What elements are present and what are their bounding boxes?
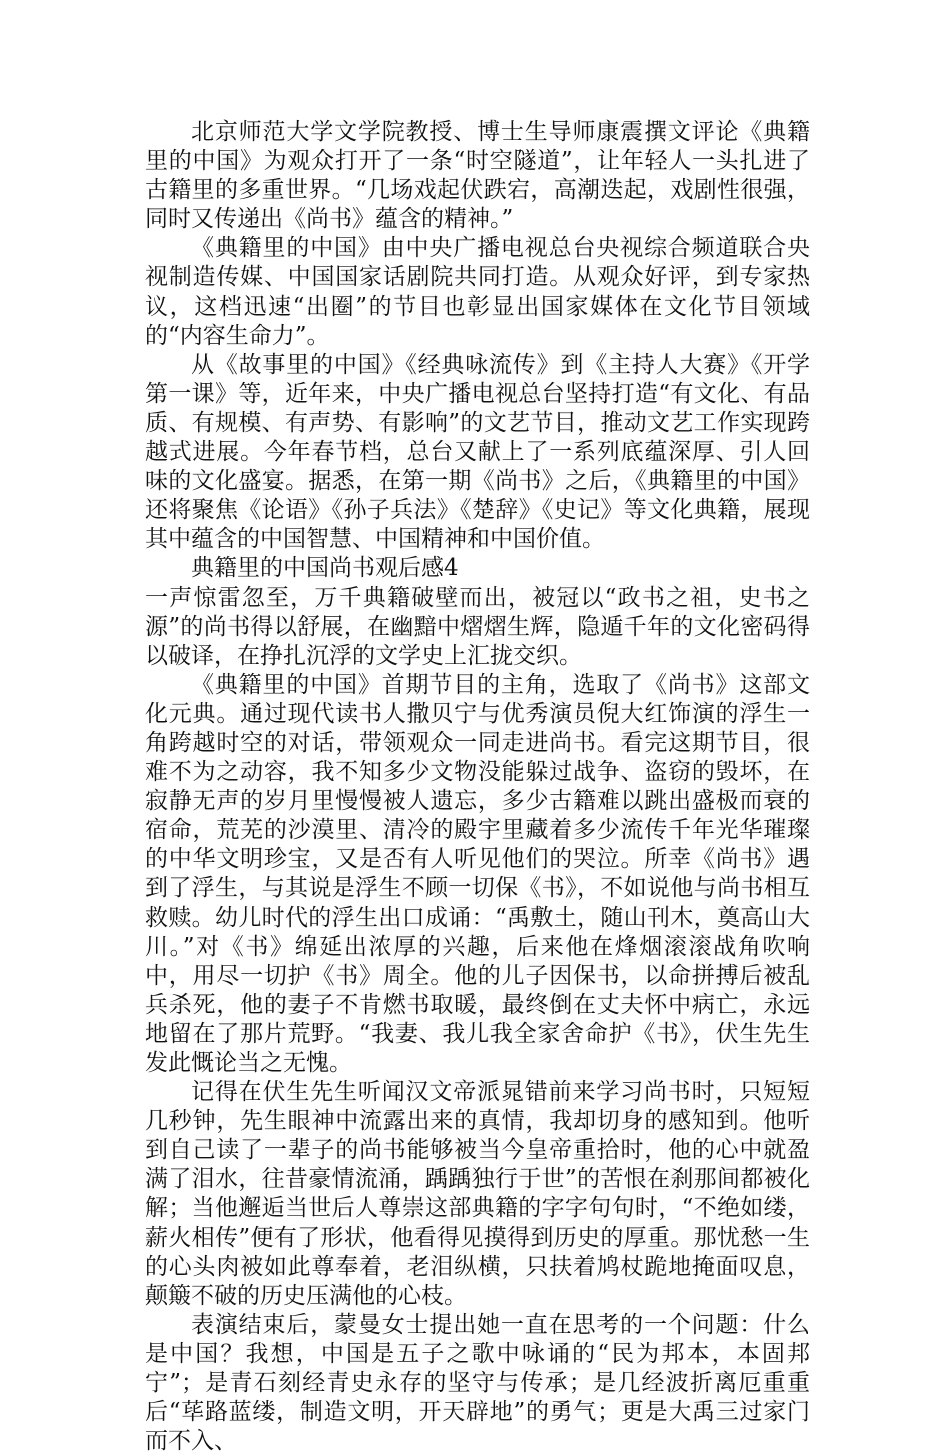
paragraph: 表演结束后，蒙曼女士提出她一直在思考的一个问题：什么是中国？我想，中国是五子之歌中咏诵的“民为邦本，本固邦宁”；是青石刻经青史永存的坚守与传承；是几经波折离厄重重后“荜路蓝缕，制造文明，开天辟地”的勇气；更是大禹三过家门而不入、 [145, 1311, 810, 1455]
paragraph: 从《故事里的中国》《经典咏流传》到《主持人大赛》《开学第一课》等，近年来，中央广播电视总台坚持打造“有文化、有品质、有规模、有声势、有影响”的文艺节目，推动文艺工作实现跨越式进展。今年春节档，总台又献上了一系列底蕴深厚、引人回味的文化盛宴。据悉，在第一期《尚书》之后，《典籍里的中国》还将聚焦《论语》《孙子兵法》《楚辞》《史记》等文化典籍，展现其中蕴含的中国智慧、中国精神和中国价值。 [145, 351, 810, 553]
paragraph: 《典籍里的中国》首期节目的主角，选取了《尚书》这部文化元典。通过现代读书人撒贝宁与优秀演员倪大红饰演的浮生一角跨越时空的对话，带领观众一同走进尚书。看完这期节目，很难不为之动容，我不知多少文物没能躲过战争、盗窃的毁坏，在寂静无声的岁月里慢慢被人遗忘，多少古籍难以跳出盛极而衰的宿命，荒芜的沙漠里、清冷的殿宇里藏着多少流传千年光华璀璨的中华文明珍宝，又是否有人听见他们的哭泣。所幸《尚书》遇到了浮生，与其说是浮生不顾一切保《书》，不如说他与尚书相互救赎。幼儿时代的浮生出口成诵：“禹敷土，随山刊木，奠高山大川。”对《书》绵延出浓厚的兴趣，后来他在烽烟滚滚战角吹响中，用尽一切护《书》周全。他的儿子因保书，以命拼搏后被乱兵杀死，他的妻子不肯燃书取暖，最终倒在丈夫怀中病亡，永远地留在了那片荒野。“我妻、我儿我全家舍命护《书》，伏生先生发此慨论当之无愧。 [145, 671, 810, 1076]
document-page [145, 118, 810, 1456]
paragraph: 记得在伏生先生听闻汉文帝派晁错前来学习尚书时，只短短几秒钟，先生眼神中流露出来的真情，我却切身的感知到。他听到自己读了一辈子的尚书能够被当今皇帝重拾时，他的心中就盈满了泪水，往昔豪情流涌，踽踽独行于世”的苦恨在刹那间都被化解；当他邂逅当世后人尊崇这部典籍的字字句句时，“不绝如缕，薪火相传”便有了形状，他看得见摸得到历史的厚重。那忧愁一生的心头肉被如此尊奉着，老泪纵横，只扶着鸠杖跪地掩面叹息，颠簸不破的历史压满他的心枝。 [145, 1079, 810, 1309]
paragraph: 《典籍里的中国》由中央广播电视总台央视综合频道联合央视制造传媒、中国国家话剧院共同打造。从观众好评，到专家热议，这档迅速“出圈”的节目也彰显出国家媒体在文化节目领域的“内容生命力”。 [145, 235, 810, 349]
section-heading: 典籍里的中国尚书观后感4 [191, 555, 459, 582]
paragraph: 北京师范大学文学院教授、博士生导师康震撰文评论《典籍里的中国》为观众打开了一条“时空隧道”，让年轻人一头扎进了古籍里的多重世界。“几场戏起伏跌宕，高潮迭起，戏剧性很强，同时又传递出《尚书》蕴含的精神。” [145, 119, 810, 233]
paragraph: 一声惊雷忽至，万千典籍破壁而出，被冠以“政书之祖，史书之源”的尚书得以舒展，在幽黯中熠熠生辉，隐遁千年的文化密码得以破译，在挣扎沉浮的文学史上汇拢交织。 [145, 584, 810, 669]
